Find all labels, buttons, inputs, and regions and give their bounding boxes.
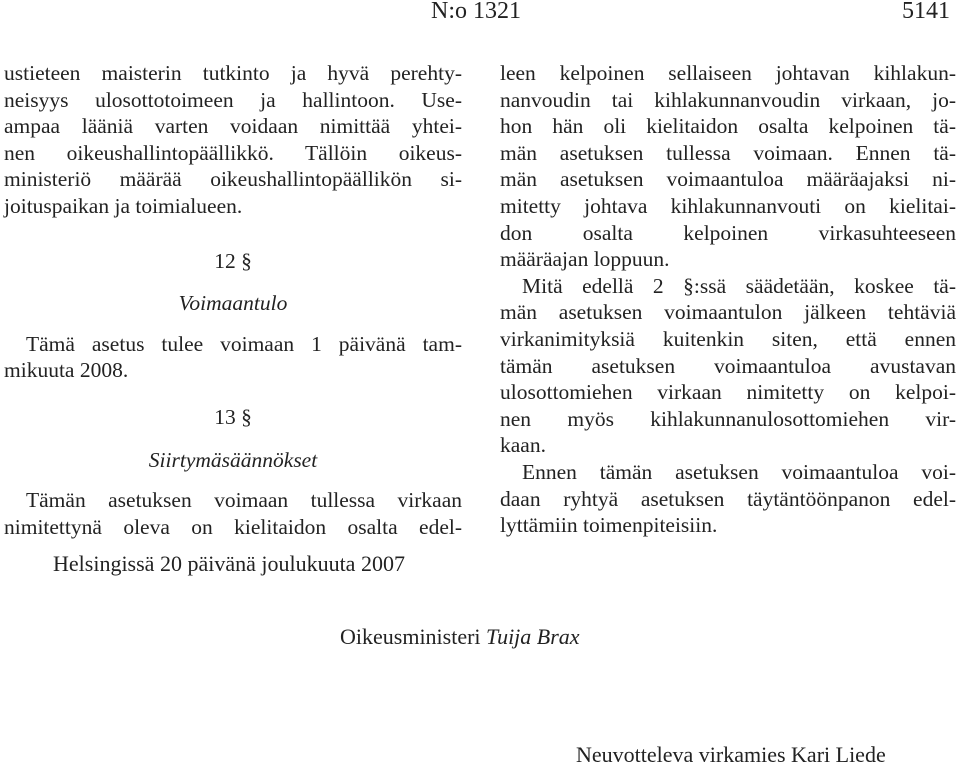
advisor-signature: Neuvotteleva virkamies Kari Liede xyxy=(576,742,886,767)
right-paragraph-3 xyxy=(500,459,956,539)
text-line: Tämä asetus tulee voimaan 1 päivänä tam- xyxy=(26,331,462,356)
text-line: kaan. xyxy=(500,433,546,458)
text-line: män asetuksen tullessa voimaan. Ennen tä- xyxy=(500,140,956,165)
right-paragraph-1 xyxy=(500,60,956,273)
text-line: mikuuta 2008. xyxy=(4,358,129,383)
text-line: ulosottomiehen virkaan nimitetty on kelpoi- xyxy=(500,380,956,405)
left-column xyxy=(4,60,462,540)
text-line: daan ryhtyä asetuksen täytäntöönpanon edel- xyxy=(500,486,956,511)
text-line: lyttämiin toimenpiteisiin. xyxy=(500,513,718,538)
text-line: määräajan loppuun. xyxy=(500,247,670,272)
section-13-number: 13 § xyxy=(214,404,252,429)
text-line: leen kelpoinen sellaiseen johtavan kihlakun- xyxy=(500,61,956,85)
text-line: Mitä edellä 2 §:ssä säädetään, koskee tä- xyxy=(522,273,956,298)
text-line: män asetuksen voimaantulon jälkeen tehtäviä xyxy=(500,300,956,325)
text-line: nanvoudin tai kihlakunnanvoudin virkaan, jo- xyxy=(500,87,956,112)
minister-name: Tuija Brax xyxy=(486,624,580,649)
section-13-title: Siirtymäsäännökset xyxy=(148,447,318,472)
document-number: N:o 1321 xyxy=(431,0,521,24)
text-line: nen oikeushallintopäällikkö. Tällöin oikeus- xyxy=(4,140,462,165)
text-line: Ennen tämän asetuksen voimaantuloa voi- xyxy=(522,459,956,484)
page-number: 5141 xyxy=(902,0,950,24)
minister-title: Oikeusministeri xyxy=(340,624,481,649)
text-line: tämän asetuksen voimaantuloa avustavan xyxy=(500,353,956,378)
right-paragraph-2 xyxy=(500,273,956,459)
text-line: hon hän oli kielitaidon osalta kelpoinen tä- xyxy=(500,114,956,139)
text-line: ministeriö määrää oikeushallintopäällikön si- xyxy=(4,167,462,192)
text-line: neisyys ulosottotoimeen ja hallintoon. Use- xyxy=(4,87,462,112)
text-line: ustieteen maisterin tutkinto ja hyvä perehty- xyxy=(4,61,462,85)
text-line: joituspaikan ja toimialueen. xyxy=(4,193,243,218)
left-paragraph-1 xyxy=(4,60,462,220)
minister-signature xyxy=(340,624,580,650)
text-line: mitetty johtava kihlakunnanvouti on kielitai- xyxy=(500,193,956,218)
section-12-number: 12 § xyxy=(214,248,252,273)
signing-place-date: Helsingissä 20 päivänä joulukuuta 2007 xyxy=(53,551,405,576)
text-line: nimitettynä oleva on kielitaidon osalta edel- xyxy=(4,514,462,539)
text-line: män asetuksen voimaantuloa määräajaksi ni- xyxy=(500,167,956,192)
text-line: virkanimityksiä kuitenkin siten, että ennen xyxy=(500,326,956,351)
right-column xyxy=(500,60,956,539)
text-line: nen myös kihlakunnanulosottomiehen vir- xyxy=(500,406,956,431)
left-paragraph-3 xyxy=(4,487,462,540)
section-12-title: Voimaantulo xyxy=(178,291,288,316)
text-line: ampaa lääniä varten voidaan nimittää yhtei- xyxy=(4,114,462,139)
left-paragraph-2 xyxy=(4,331,462,384)
text-line: Tämän asetuksen voimaan tullessa virkaan xyxy=(26,488,462,513)
text-line: don osalta kelpoinen virkasuhteeseen xyxy=(500,220,956,245)
